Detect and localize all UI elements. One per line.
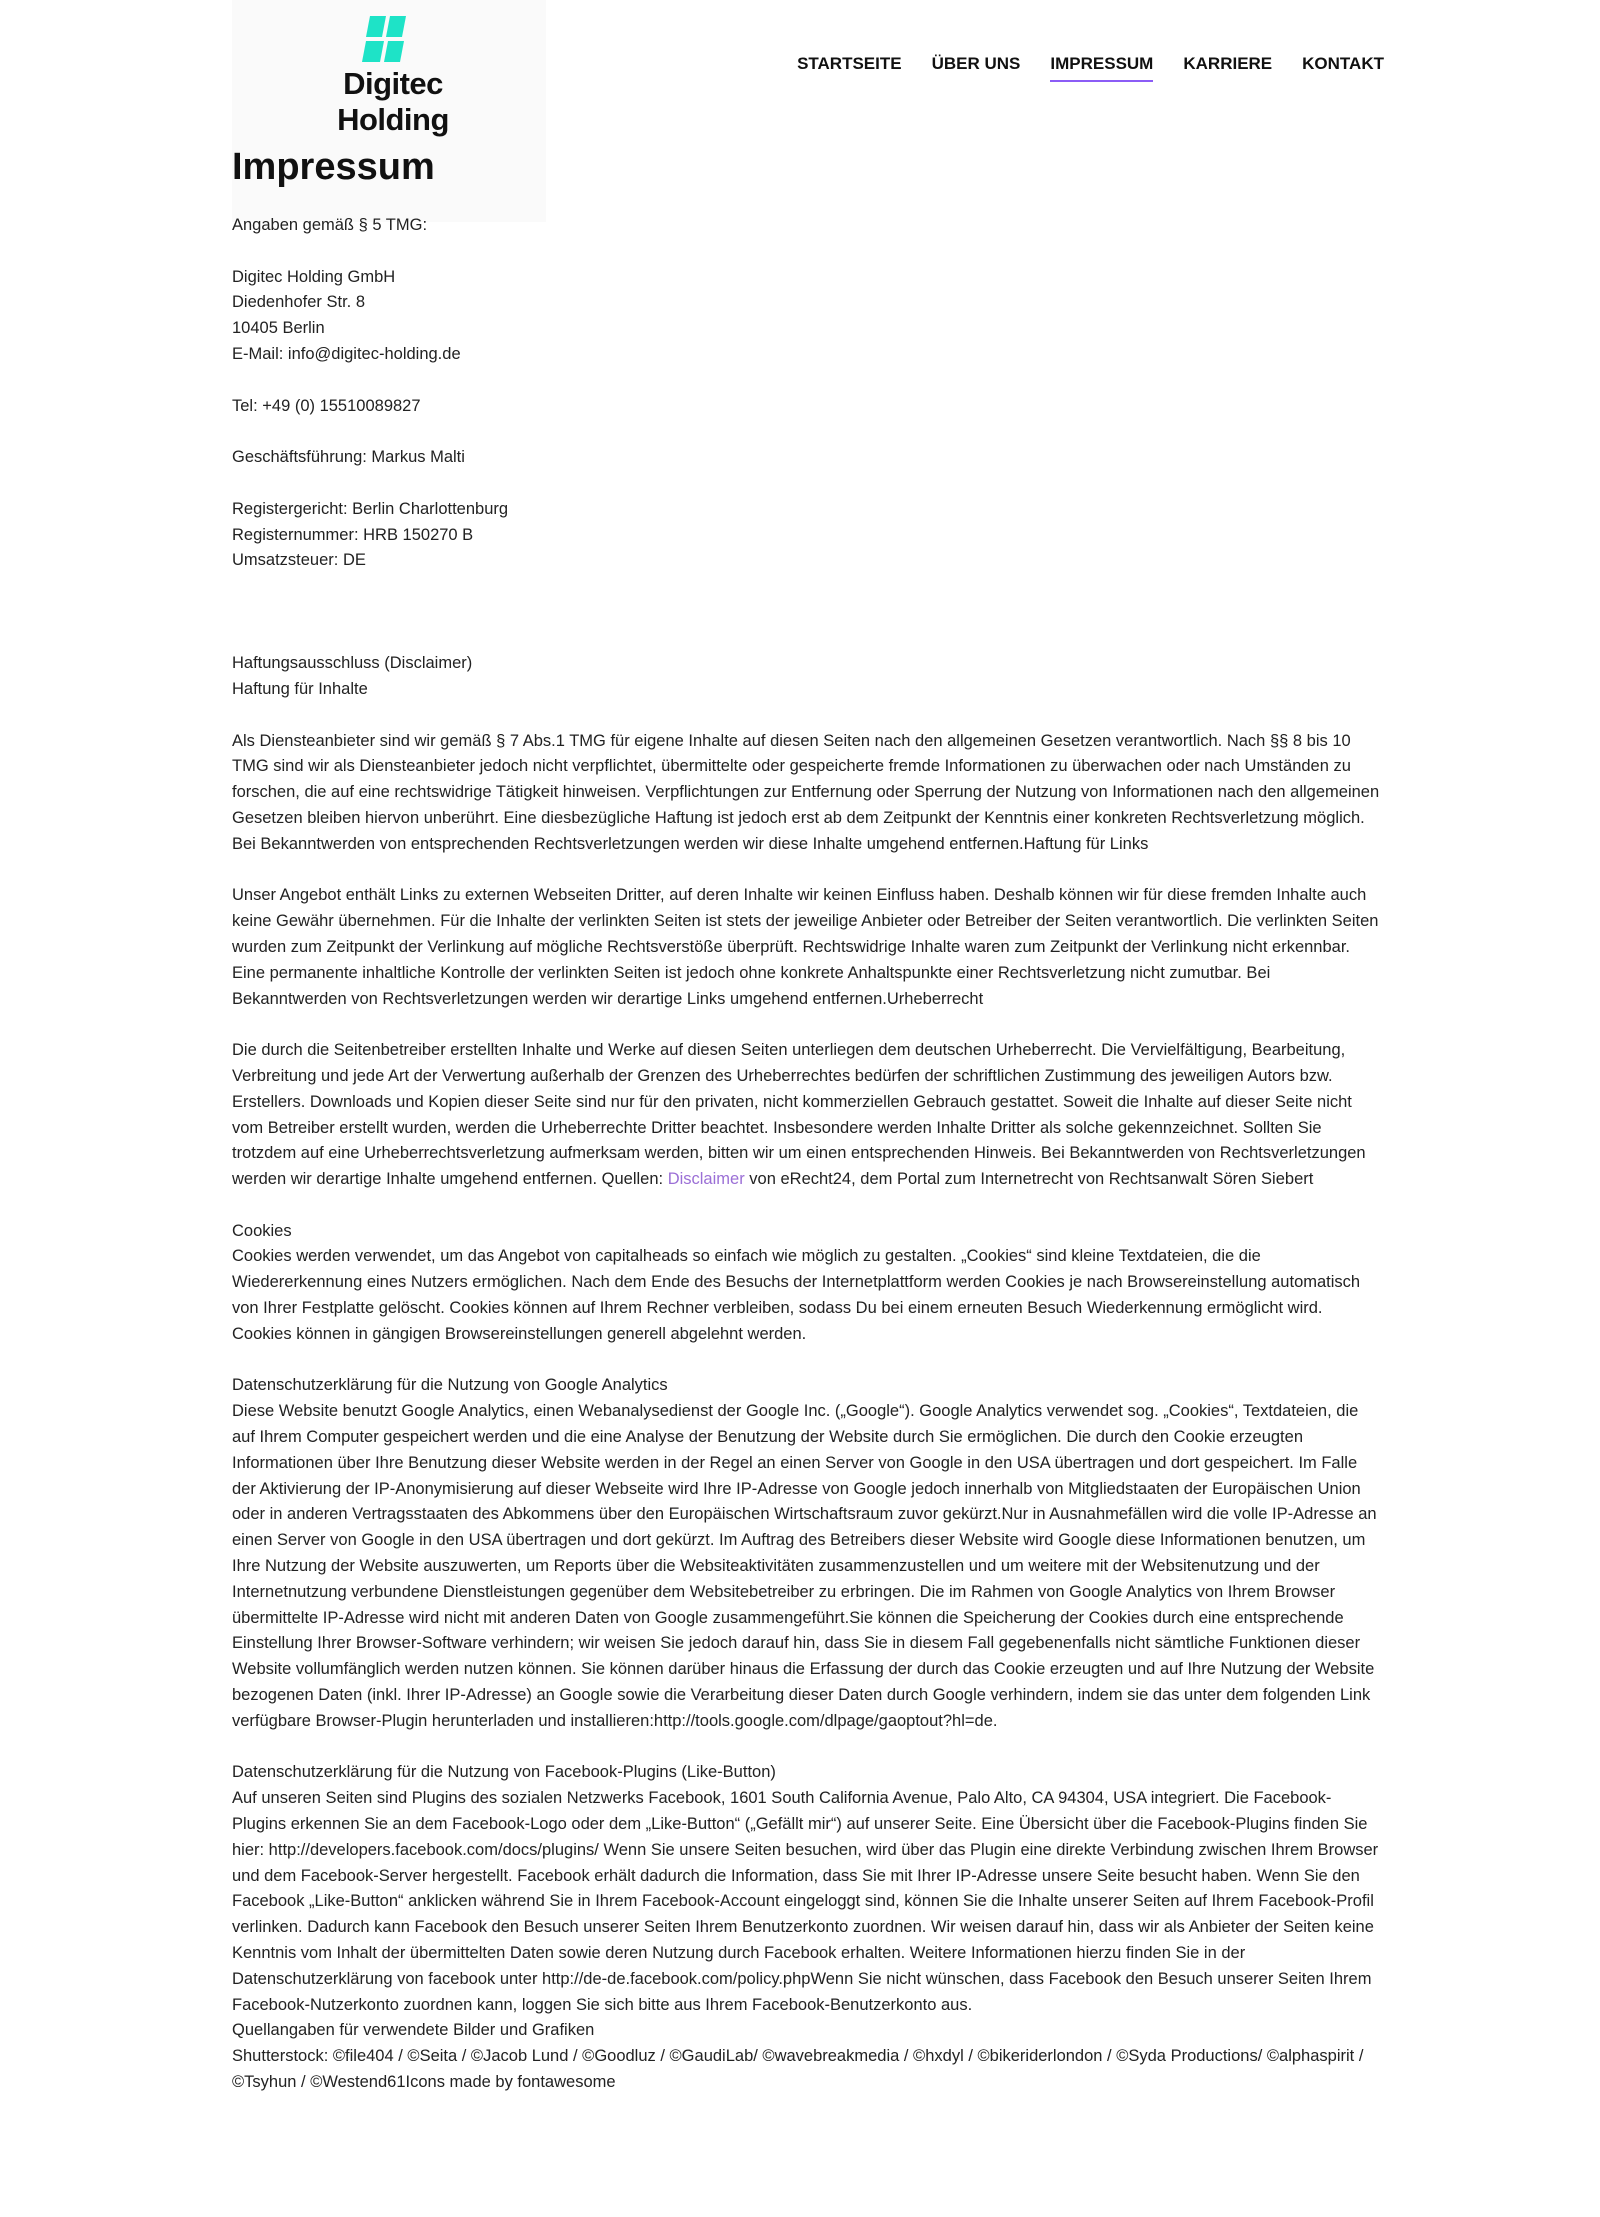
main-nav xyxy=(797,54,1384,82)
nav-startseite[interactable]: STARTSEITE xyxy=(797,54,902,73)
address-company: Digitec Holding GmbH xyxy=(232,267,396,286)
register-court: Registergericht: Berlin Charlottenburg xyxy=(232,499,509,518)
cookies-text: Cookies werden verwendet, um das Angebot von capitalheads so einfach wie möglich zu gestalten. „Cookies“ sind kleine Textdateien, die die Wiedererkennung eines Nutzers ermöglichen. Nach dem Ende des Besuchs der Internetplattform werden Cookies je nach Browsereinstellung automatisch von Ihrer Festplatte gelöscht. Cookies können auf Ihrem Rechner verbleiben, sodass Du bei einem erneuten Besuch Wiederkennung ermöglicht wird. Cookies können in gängigen Browsereinstellungen generell abgelehnt werden. xyxy=(232,1247,1361,1343)
ga-text: Diese Website benutzt Google Analytics, einen Webanalysedienst der Google Inc. („Google“). Google Analytics verwendet sog. „Cookies“, Textdateien, die auf Ihrem Computer gespeichert werden und die eine Analyse der Benutzung der Website durch Sie ermöglichen. Die durch den Cookie erzeugten Informationen über Ihre Benutzung dieser Website werden in der Regel an einen Server von Google in den USA übertragen und dort gespeichert. Im Falle der Aktivierung der IP-Anonymisierung auf dieser Webseite wird Ihre IP-Adresse von Google jedoch innerhalb von Mitgliedstaaten der Europäischen Union oder in anderen Vertragsstaaten des Abkommens über den Europäischen Wirtschaftsraum zuvor gekürzt.Nur in Ausnahmefällen wird die volle IP-Adresse an einen Server von Google in den USA übertragen und dort gekürzt. Im Auftrag des Betreibers dieser Website wird Google diese Informationen benutzen, um Ihre Nutzung der Website auszuwerten, um Reports über die Websiteaktivitäten zusammenzustellen und um weitere mit der Websitenutzung und der Internetnutzung verbundene Dienstleistungen gegenüber dem Websitebetreiber zu erbringen. Die im Rahmen von Google Analytics von Ihrem Browser übermittelte IP-Adresse wird nicht mit anderen Daten von Google zusammengeführt.Sie können die Speicherung der Cookies durch eine entsprechende Einstellung Ihrer Browser-Software verhindern; wir weisen Sie jedoch darauf hin, dass Sie in diesem Fall gegebenenfalls nicht sämtliche Funktionen dieser Website vollumfänglich werden nutzen können. Sie können darüber hinaus die Erfassung der durch das Cookie erzeugten und auf Ihre Nutzung der Website bezogenen Daten (inkl. Ihrer IP-Adresse) an Google sowie die Verarbeitung dieser Daten durch Google verhindern, indem sie das unter dem folgenden Link verfügbare Browser-Plugin herunterladen und installieren:http://tools.google.com/dlpage/gaoptout?hl=de. xyxy=(232,1402,1377,1730)
nav-karriere[interactable]: KARRIERE xyxy=(1183,54,1273,73)
phone: Tel: +49 (0) 15510089827 xyxy=(232,396,421,415)
sources-heading: Quellangaben für verwendete Bilder und Grafiken xyxy=(232,2021,595,2040)
address-email: E-Mail: info@digitec-holding.de xyxy=(232,344,461,363)
disclaimer-heading: Haftungsausschluss (Disclaimer) xyxy=(232,654,473,673)
ga-heading: Datenschutzerklärung für die Nutzung von Google Analytics xyxy=(232,1376,668,1395)
register-number: Registernummer: HRB 150270 B xyxy=(232,525,474,544)
page-title: Impressum xyxy=(232,146,435,188)
sources-text: Shutterstock: ©file404 / ©Seita / ©Jacob Lund / ©Goodluz / ©GaudiLab/ ©wavebreakmedia / ©hxdyl / ©bikeriderlondon / ©Syda Productions/ ©alphaspirit / ©Tsyhun / ©Westend61Icons made by fontawesome xyxy=(232,2047,1364,2091)
logo-mark-icon[interactable] xyxy=(362,14,414,66)
nav-kontakt[interactable]: KONTAKT xyxy=(1302,54,1384,73)
fb-text: Auf unseren Seiten sind Plugins des sozialen Netzwerks Facebook, 1601 South California Avenue, Palo Alto, CA 94304, USA integriert. Die Facebook-Plugins erkennen Sie an dem Facebook-Logo oder dem „Like-Button“ („Gefällt mir“) auf unserer Seite. Eine Übersicht über die Facebook-Plugins finden Sie hier: http://developers.facebook.com/docs/plugins/ Wenn Sie unsere Seiten besuchen, wird über das Plugin eine direkte Verbindung zwischen Ihrem Browser und dem Facebook-Server hergestellt. Facebook erhält dadurch die Information, dass Sie mit Ihrer IP-Adresse unsere Seite besucht haben. Wenn Sie den Facebook „Like-Button“ anklicken während Sie in Ihrem Facebook-Account eingeloggt sind, können Sie die Inhalte unserer Seiten auf Ihrem Facebook-Profil verlinken. Dadurch kann Facebook den Besuch unserer Seiten Ihrem Benutzerkonto zuordnen. Wir weisen darauf hin, dass wir als Anbieter der Seiten keine Kenntnis vom Inhalt der übermittelten Daten sowie deren Nutzung durch Facebook erhalten. Weitere Informationen hierzu finden Sie in der Datenschutzerklärung von facebook unter http://de-de.facebook.com/policy.phpWenn Sie nicht wünschen, dass Facebook den Besuch unserer Seiten Ihrem Facebook-Nutzerkonto zuordnen kann, loggen Sie sich bitte aus Ihrem Facebook-Benutzerkonto aus. xyxy=(232,1789,1379,2014)
nav-impressum[interactable]: IMPRESSUM xyxy=(1050,54,1153,82)
nav-ueber-uns[interactable]: ÜBER UNS xyxy=(931,54,1021,73)
fb-heading: Datenschutzerklärung für die Nutzung von Facebook-Plugins (Like-Button) xyxy=(232,1763,776,1782)
links-liability-text: Unser Angebot enthält Links zu externen Webseiten Dritter, auf deren Inhalte wir keinen Einfluss haben. Deshalb können wir für diese fremden Inhalte auch keine Gewähr übernehmen. Für die Inhalte der verlinkten Seiten ist stets der jeweilige Anbieter oder Betreiber der Seiten verantwortlich. Die verlinkten Seiten wurden zum Zeitpunkt der Verlinkung auf mögliche Rechtsverstöße überprüft. Rechtswidrige Inhalte waren zum Zeitpunkt der Verlinkung nicht erkennbar. Eine permanente inhaltliche Kontrolle der verlinkten Seiten ist jedoch ohne konkrete Anhaltspunkte einer Rechtsverletzung nicht zumutbar. Bei Bekanntwerden von Rechtsverletzungen werden wir derartige Links umgehend entfernen.Urheberrecht xyxy=(232,886,1379,1008)
tmg-heading: Angaben gemäß § 5 TMG: xyxy=(232,216,428,234)
disclaimer-link[interactable]: Disclaimer xyxy=(667,1170,745,1189)
address-city: 10405 Berlin xyxy=(232,319,325,338)
management: Geschäftsführung: Markus Malti xyxy=(232,448,465,467)
vat-id: Umsatzsteuer: DE xyxy=(232,551,366,570)
content-liability-text: Als Diensteanbieter sind wir gemäß § 7 Abs.1 TMG für eigene Inhalte auf diesen Seiten nach den allgemeinen Gesetzen verantwortlich. Nach §§ 8 bis 10 TMG sind wir als Diensteanbieter jedoch nicht verpflichtet, übermittelte oder gespeicherte fremde Informationen zu überwachen oder nach Umständen zu forschen, die auf eine rechtswidrige Tätigkeit hinweisen. Verpflichtungen zur Entfernung oder Sperrung der Nutzung von Informationen nach den allgemeinen Gesetzen bleiben hiervon unberührt. Eine diesbezügliche Haftung ist jedoch erst ab dem Zeitpunkt der Kenntnis einer konkreten Rechtsverletzung möglich. Bei Bekanntwerden von entsprechenden Rechtsverletzungen werden wir diese Inhalte umgehend entfernen.Haftung für Links xyxy=(232,731,1380,853)
content-liability-heading: Haftung für Inhalte xyxy=(232,679,368,698)
logo-text[interactable]: Digitec Holding xyxy=(337,66,449,137)
impressum-content xyxy=(232,213,1382,2096)
cookies-heading: Cookies xyxy=(232,1221,292,1240)
address-street: Diedenhofer Str. 8 xyxy=(232,293,365,312)
copyright-text: Die durch die Seitenbetreiber erstellten Inhalte und Werke auf diesen Seiten unterliegen dem deutschen Urheberrecht. Die Vervielfältigung, Bearbeitung, Verbreitung und jede Art der Verwertung außerhalb der Grenzen des Urheberrechtes bedürfen der schriftlichen Zustimmung des jeweiligen Autors bzw. Erstellers. Downloads und Kopien dieser Seite sind nur für den privaten, nicht kommerziellen Gebrauch gestattet. Soweit die Inhalte auf dieser Seite nicht vom Betreiber erstellt wurden, werden die Urheberrechte Dritter beachtet. Insbesondere werden Inhalte Dritter als solche gekennzeichnet. Sollten Sie trotzdem auf eine Urheberrechtsverletzung aufmerksam werden, bitten wir um einen entsprechenden Hinweis. Bei Bekanntwerden von Rechtsverletzungen werden wir derartige Inhalte umgehend entfernen. Quellen: Disclaimer von eRecht24, dem Portal zum Internetrecht von Rechtsanwalt Sören Siebert xyxy=(232,1041,1366,1189)
